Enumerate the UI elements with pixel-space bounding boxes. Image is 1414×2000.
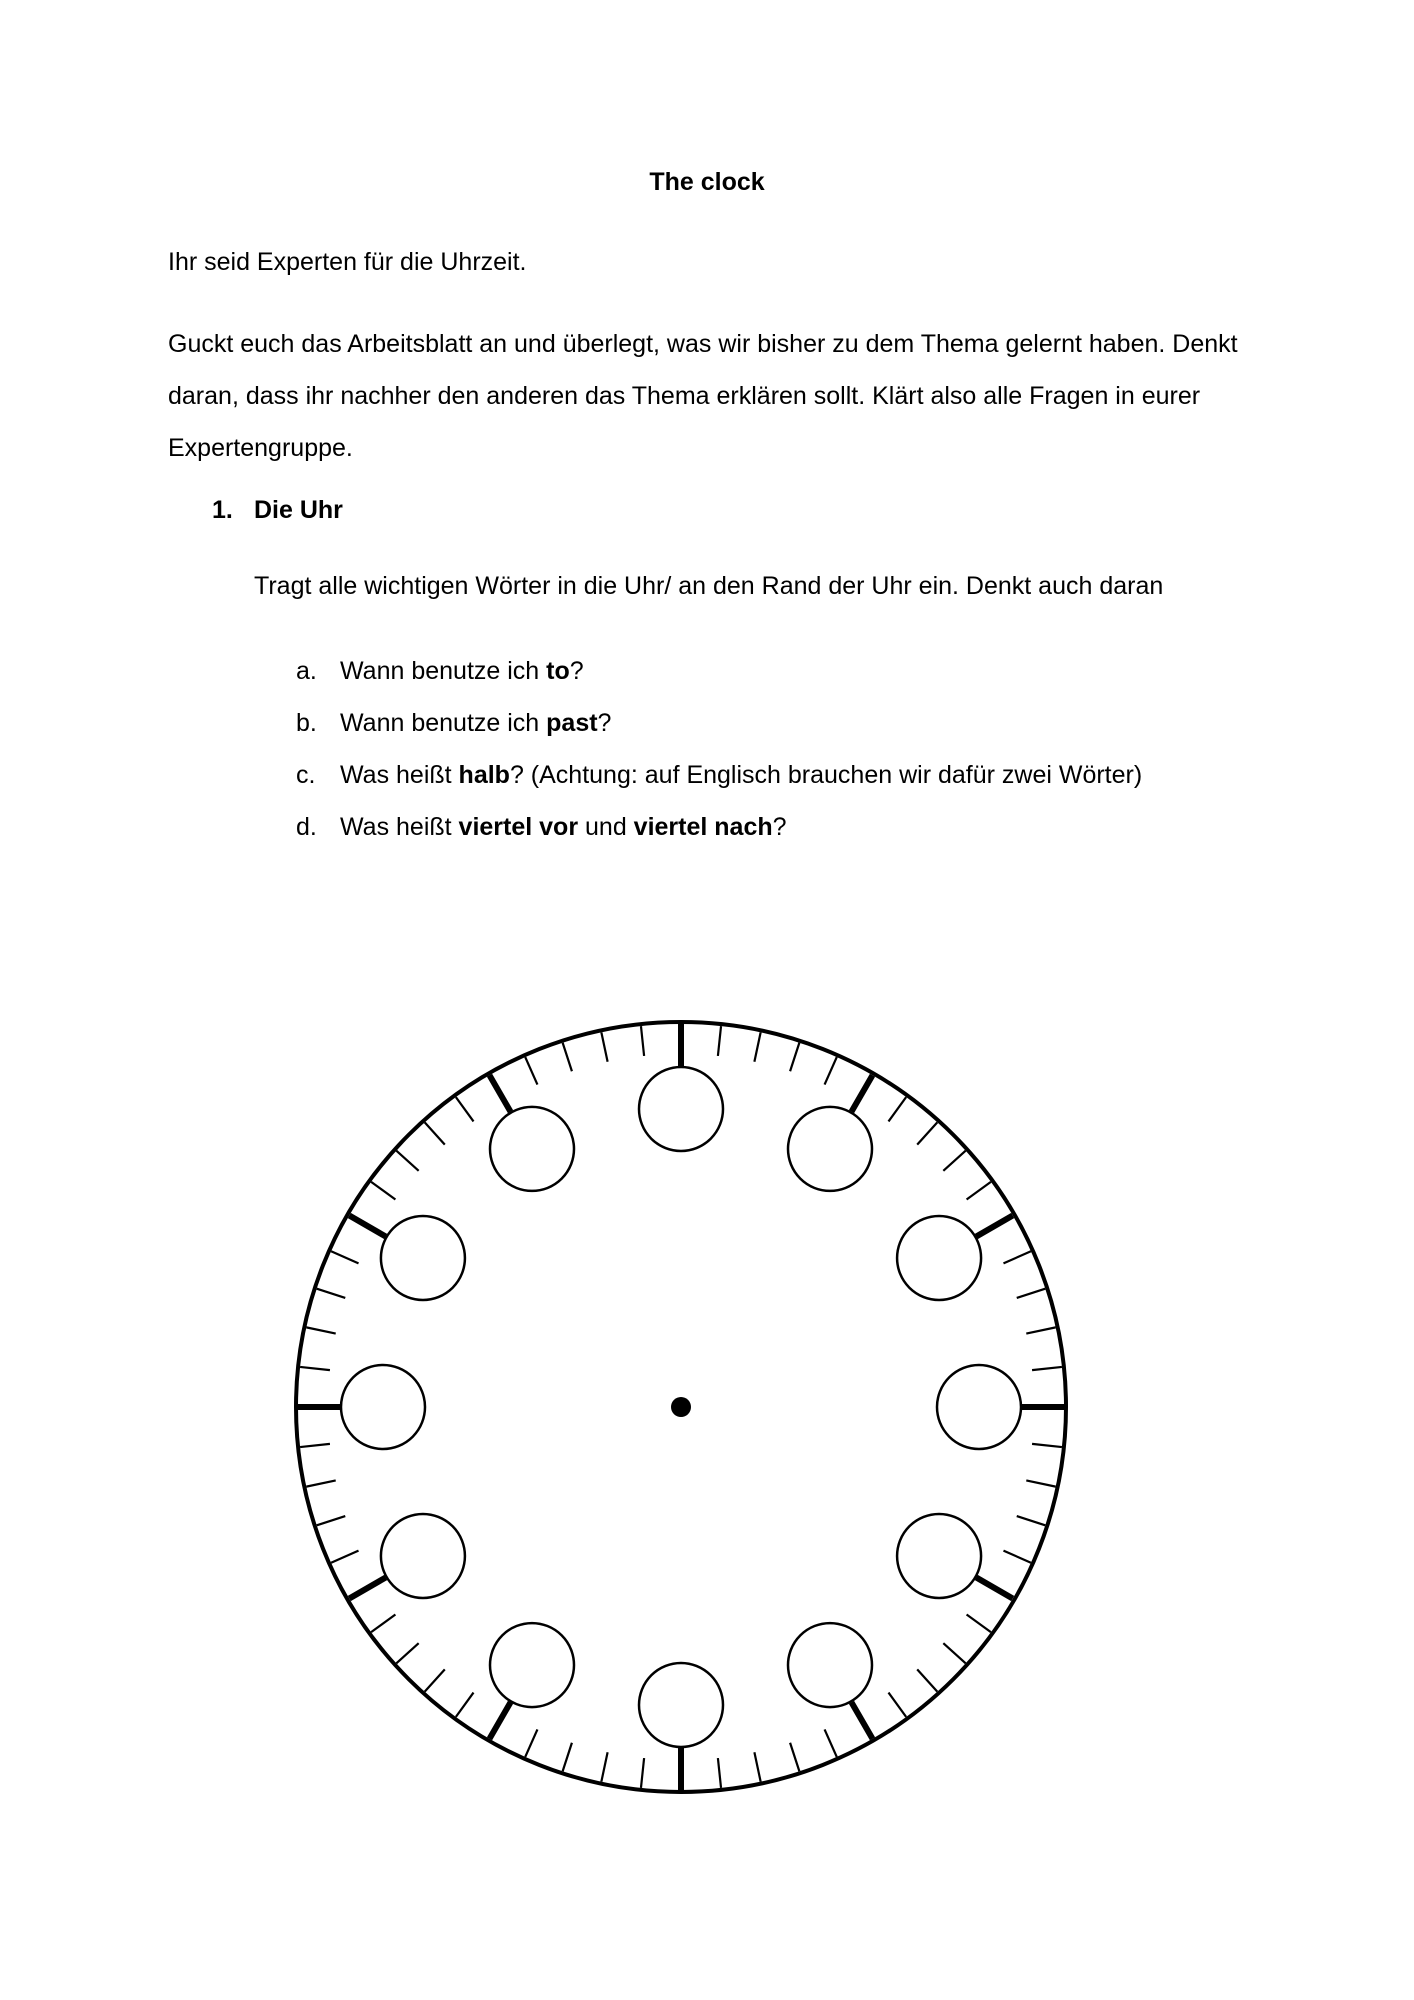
hour-tick	[349, 1216, 385, 1237]
page-title: The clock	[649, 168, 765, 196]
minute-tick	[754, 1752, 760, 1781]
minute-tick	[300, 1444, 330, 1447]
question-item	[296, 697, 1142, 749]
hour-tick	[852, 1075, 873, 1111]
blank-number-circle	[381, 1514, 465, 1598]
question-marker: c.	[296, 761, 316, 789]
minute-tick	[317, 1289, 346, 1298]
minute-tick	[331, 1551, 358, 1563]
clock-center-dot	[671, 1397, 691, 1417]
minute-tick	[563, 1743, 572, 1772]
blank-number-circle	[897, 1514, 981, 1598]
minute-tick	[917, 1122, 937, 1144]
task-text: Tragt alle wichtigen Wörter in die Uhr/ an den Rand der Uhr ein. Denkt auch daran	[254, 572, 1164, 600]
question-text: ? (Achtung: auf Englisch brauchen wir dafür zwei Wörter)	[509, 761, 1143, 789]
minute-tick	[641, 1026, 644, 1056]
question-item	[296, 749, 1142, 801]
question-keyword: viertel nach	[633, 813, 773, 841]
clock-face-diagram	[286, 1012, 1076, 1802]
minute-tick	[371, 1182, 395, 1200]
question-text: Was heißt	[340, 813, 459, 841]
minute-tick	[790, 1043, 799, 1072]
hour-tick	[976, 1578, 1012, 1599]
hour-tick	[490, 1075, 511, 1111]
blank-number-circle	[341, 1365, 425, 1449]
question-text: ?	[569, 657, 584, 685]
minute-tick	[967, 1614, 991, 1632]
blank-number-circle	[788, 1623, 872, 1707]
minute-tick	[525, 1057, 537, 1084]
minute-tick	[396, 1643, 418, 1663]
minute-tick	[943, 1151, 965, 1171]
minute-tick	[456, 1693, 474, 1717]
minute-tick	[1003, 1251, 1030, 1263]
minute-tick	[371, 1614, 395, 1632]
minute-tick	[563, 1043, 572, 1072]
minute-tick	[1017, 1516, 1046, 1525]
intro-text: Ihr seid Experten für die Uhrzeit.	[168, 248, 527, 276]
hour-tick	[976, 1216, 1012, 1237]
minute-tick	[601, 1752, 607, 1781]
hour-tick	[490, 1702, 511, 1738]
blank-number-circle	[639, 1663, 723, 1747]
minute-tick	[641, 1758, 644, 1788]
hour-tick	[349, 1578, 385, 1599]
blank-number-circle	[788, 1107, 872, 1191]
minute-tick	[525, 1729, 537, 1756]
minute-tick	[396, 1151, 418, 1171]
question-text: und	[578, 813, 634, 841]
question-text: Wann benutze ich	[340, 657, 547, 685]
minute-tick	[1032, 1444, 1062, 1447]
minute-tick	[1017, 1289, 1046, 1298]
minute-tick	[331, 1251, 358, 1263]
blank-number-circle	[639, 1067, 723, 1151]
instructions-text: Guckt euch das Arbeitsblatt an und überlegt, was wir bisher zu dem Thema gelernt haben. Denkt daran, dass ihr nachher den anderen das Thema erklären sollt. Klärt also alle Fragen in eurer Expertengruppe.	[168, 330, 1238, 462]
question-item	[296, 645, 1142, 697]
question-text: ?	[597, 709, 612, 737]
minute-tick	[825, 1729, 837, 1756]
question-marker: d.	[296, 813, 317, 841]
minute-tick	[917, 1669, 937, 1691]
question-text: Wann benutze ich	[340, 709, 547, 737]
question-keyword: past	[546, 709, 598, 737]
minute-tick	[718, 1026, 721, 1056]
minute-tick	[601, 1032, 607, 1061]
minute-tick	[1026, 1327, 1055, 1333]
question-item	[296, 801, 1142, 853]
minute-tick	[425, 1122, 445, 1144]
question-keyword: to	[546, 657, 570, 685]
section-number: 1.	[212, 496, 233, 524]
question-text: ?	[772, 813, 787, 841]
blank-number-circle	[897, 1216, 981, 1300]
minute-tick	[300, 1367, 330, 1370]
minute-tick	[317, 1516, 346, 1525]
hour-tick	[852, 1702, 873, 1738]
section-title: Die Uhr	[254, 496, 343, 524]
question-marker: b.	[296, 709, 317, 737]
blank-number-circle	[490, 1107, 574, 1191]
minute-tick	[718, 1758, 721, 1788]
minute-tick	[1026, 1480, 1055, 1486]
minute-tick	[306, 1327, 335, 1333]
question-keyword: halb	[458, 761, 510, 789]
minute-tick	[888, 1097, 906, 1121]
minute-tick	[754, 1032, 760, 1061]
minute-tick	[1003, 1551, 1030, 1563]
minute-tick	[888, 1693, 906, 1717]
blank-number-circle	[381, 1216, 465, 1300]
minute-tick	[1032, 1367, 1062, 1370]
section-heading	[212, 496, 343, 525]
minute-tick	[943, 1643, 965, 1663]
question-marker: a.	[296, 657, 317, 685]
question-keyword: viertel vor	[458, 813, 579, 841]
minute-tick	[825, 1057, 837, 1084]
blank-number-circle	[937, 1365, 1021, 1449]
minute-tick	[456, 1097, 474, 1121]
minute-tick	[967, 1182, 991, 1200]
minute-tick	[425, 1669, 445, 1691]
blank-number-circle	[490, 1623, 574, 1707]
minute-tick	[790, 1743, 799, 1772]
question-list	[296, 645, 1142, 853]
question-text: Was heißt	[340, 761, 459, 789]
minute-tick	[306, 1480, 335, 1486]
